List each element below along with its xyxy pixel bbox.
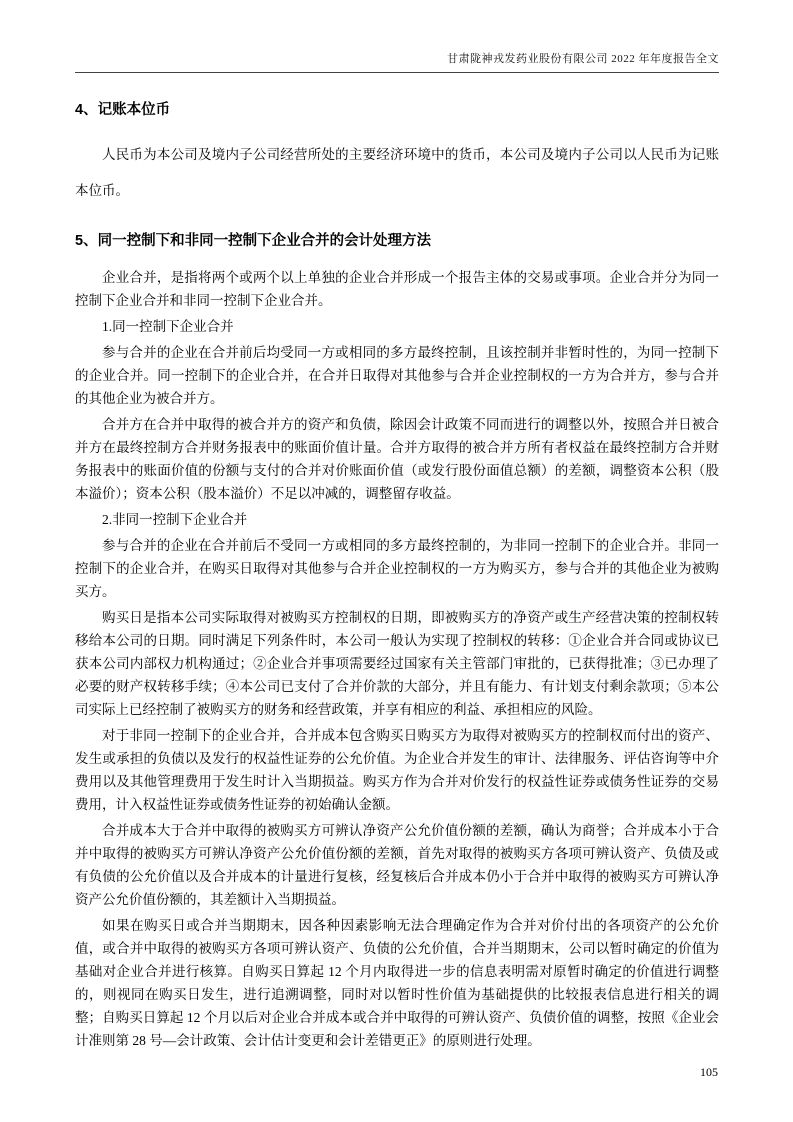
paragraph: 合并方在合并中取得的被合并方的资产和负债，除因会计政策不同而进行的调整以外，按照合并日被合并方在最终控制方合并财务报表中的账面价值计量。合并方取得的被合并方所有者权益在最终控制方合并财务报表中的账面价值的份额与支付的合并对价账面价值（或发行股份面值总额）的差额，调整资本公积（股本溢价）；资本公积（股本溢价）不足以冲减的，调整留存收益。 (75, 417, 719, 501)
subsection-2-title: 2.非同一控制下企业合并 (102, 512, 248, 527)
paragraph: 参与合并的企业在合并前后不受同一方或相同的多方最终控制的，为非同一控制下的企业合并。非同一控制下的企业合并，在购买日取得对其他参与合并企业控制权的一方为购买方，参与合并的其他企业为被购买方。 (75, 538, 719, 599)
paragraph: 合并成本大于合并中取得的被购买方可辨认净资产公允价值份额的差额，确认为商誉；合并成本小于合并中取得的被购买方可辨认净资产公允价值份额的差额，首先对取得的被购买方各项可辨认资产、负债及或有负债的公允价值以及合并成本的计量进行复核，经复核后合并成本仍小于合并中取得的被购买方可辨认净资产公允价值份额的，其差额计入当期损益。 (75, 823, 719, 907)
paragraph: 购买日是指本公司实际取得对被购买方控制权的日期，即被购买方的净资产或生产经营决策的控制权转移给本公司的日期。同时满足下列条件时，本公司一般认为实现了控制权的转移：①企业合并合同或协议已获本公司内部权力机构通过；②企业合并事项需要经过国家有关主管部门审批的，已获得批准；③已办理了必要的财产权转移手续；④本公司已支付了合并价款的大部分，并且有能力、有计划支付剩余款项；⑤本公司实际上已经控制了被购买方的财务和经营政策，并享有相应的利益、承担相应的风险。 (75, 610, 719, 717)
paragraph: 对于非同一控制下的企业合并，合并成本包含购买日购买方为取得对被购买方的控制权而付出的资产、发生或承担的负债以及发行的权益性证券的公允价值。为企业合并发生的审计、法律服务、评估咨询等中介费用以及其他管理费用于发生时计入当期损益。购买方作为合并对价发行的权益性证券或债务性证券的交易费用，计入权益性证券或债务性证券的初始确认金额。 (75, 728, 719, 812)
section-5-heading: 5、同一控制下和非同一控制下企业合并的会计处理方法 (75, 233, 432, 249)
paragraph: 企业合并，是指将两个或两个以上单独的企业合并形成一个报告主体的交易或事项。企业合并分为同一控制下企业合并和非同一控制下企业合并。 (75, 270, 719, 308)
section-4-paragraph: 人民币为本公司及境内子公司经营所处的主要经济环境中的货币，本公司及境内子公司以人民币为记账本位币。 (75, 147, 719, 198)
paragraph: 参与合并的企业在合并前后均受同一方或相同的多方最终控制，且该控制并非暂时性的，为同一控制下的企业合并。同一控制下的企业合并，在合并日取得对其他参与合并企业控制权的一方为合并方，参与合并的其他企业为被合并方。 (75, 345, 719, 406)
report-header-title: 甘肃陇神戎发药业股份有限公司 2022 年年度报告全文 (447, 53, 719, 65)
page-footer (700, 1065, 718, 1080)
subsection-1-title: 1.同一控制下企业合并 (102, 319, 234, 334)
page-number: 105 (700, 1065, 718, 1079)
page-header (75, 50, 719, 73)
document-content (75, 90, 719, 1055)
section-4-heading: 4、记账本位币 (75, 102, 171, 118)
paragraph: 如果在购买日或合并当期期末，因各种因素影响无法合理确定作为合并对价付出的各项资产的公允价值，或合并中取得的被购买方各项可辨认资产、负债的公允价值，合并当期期末，公司以暂时确定的价值为基础对企业合并进行核算。自购买日算起 12 个月内取得进一步的信息表明需对原暂时确定的价值进行调整的，则视同在购买日发生，进行追溯调整，同时对以暂时性价值为基础提供的比较报表信息进行相关的调整；自购买日算起 12 个月以后对企业合并成本或合并中取得的可辨认资产、负债价值的调整，按照《企业会计准则第 28 号—会计政策、会计估计变更和会计差错更正》的原则进行处理。 (75, 918, 719, 1048)
